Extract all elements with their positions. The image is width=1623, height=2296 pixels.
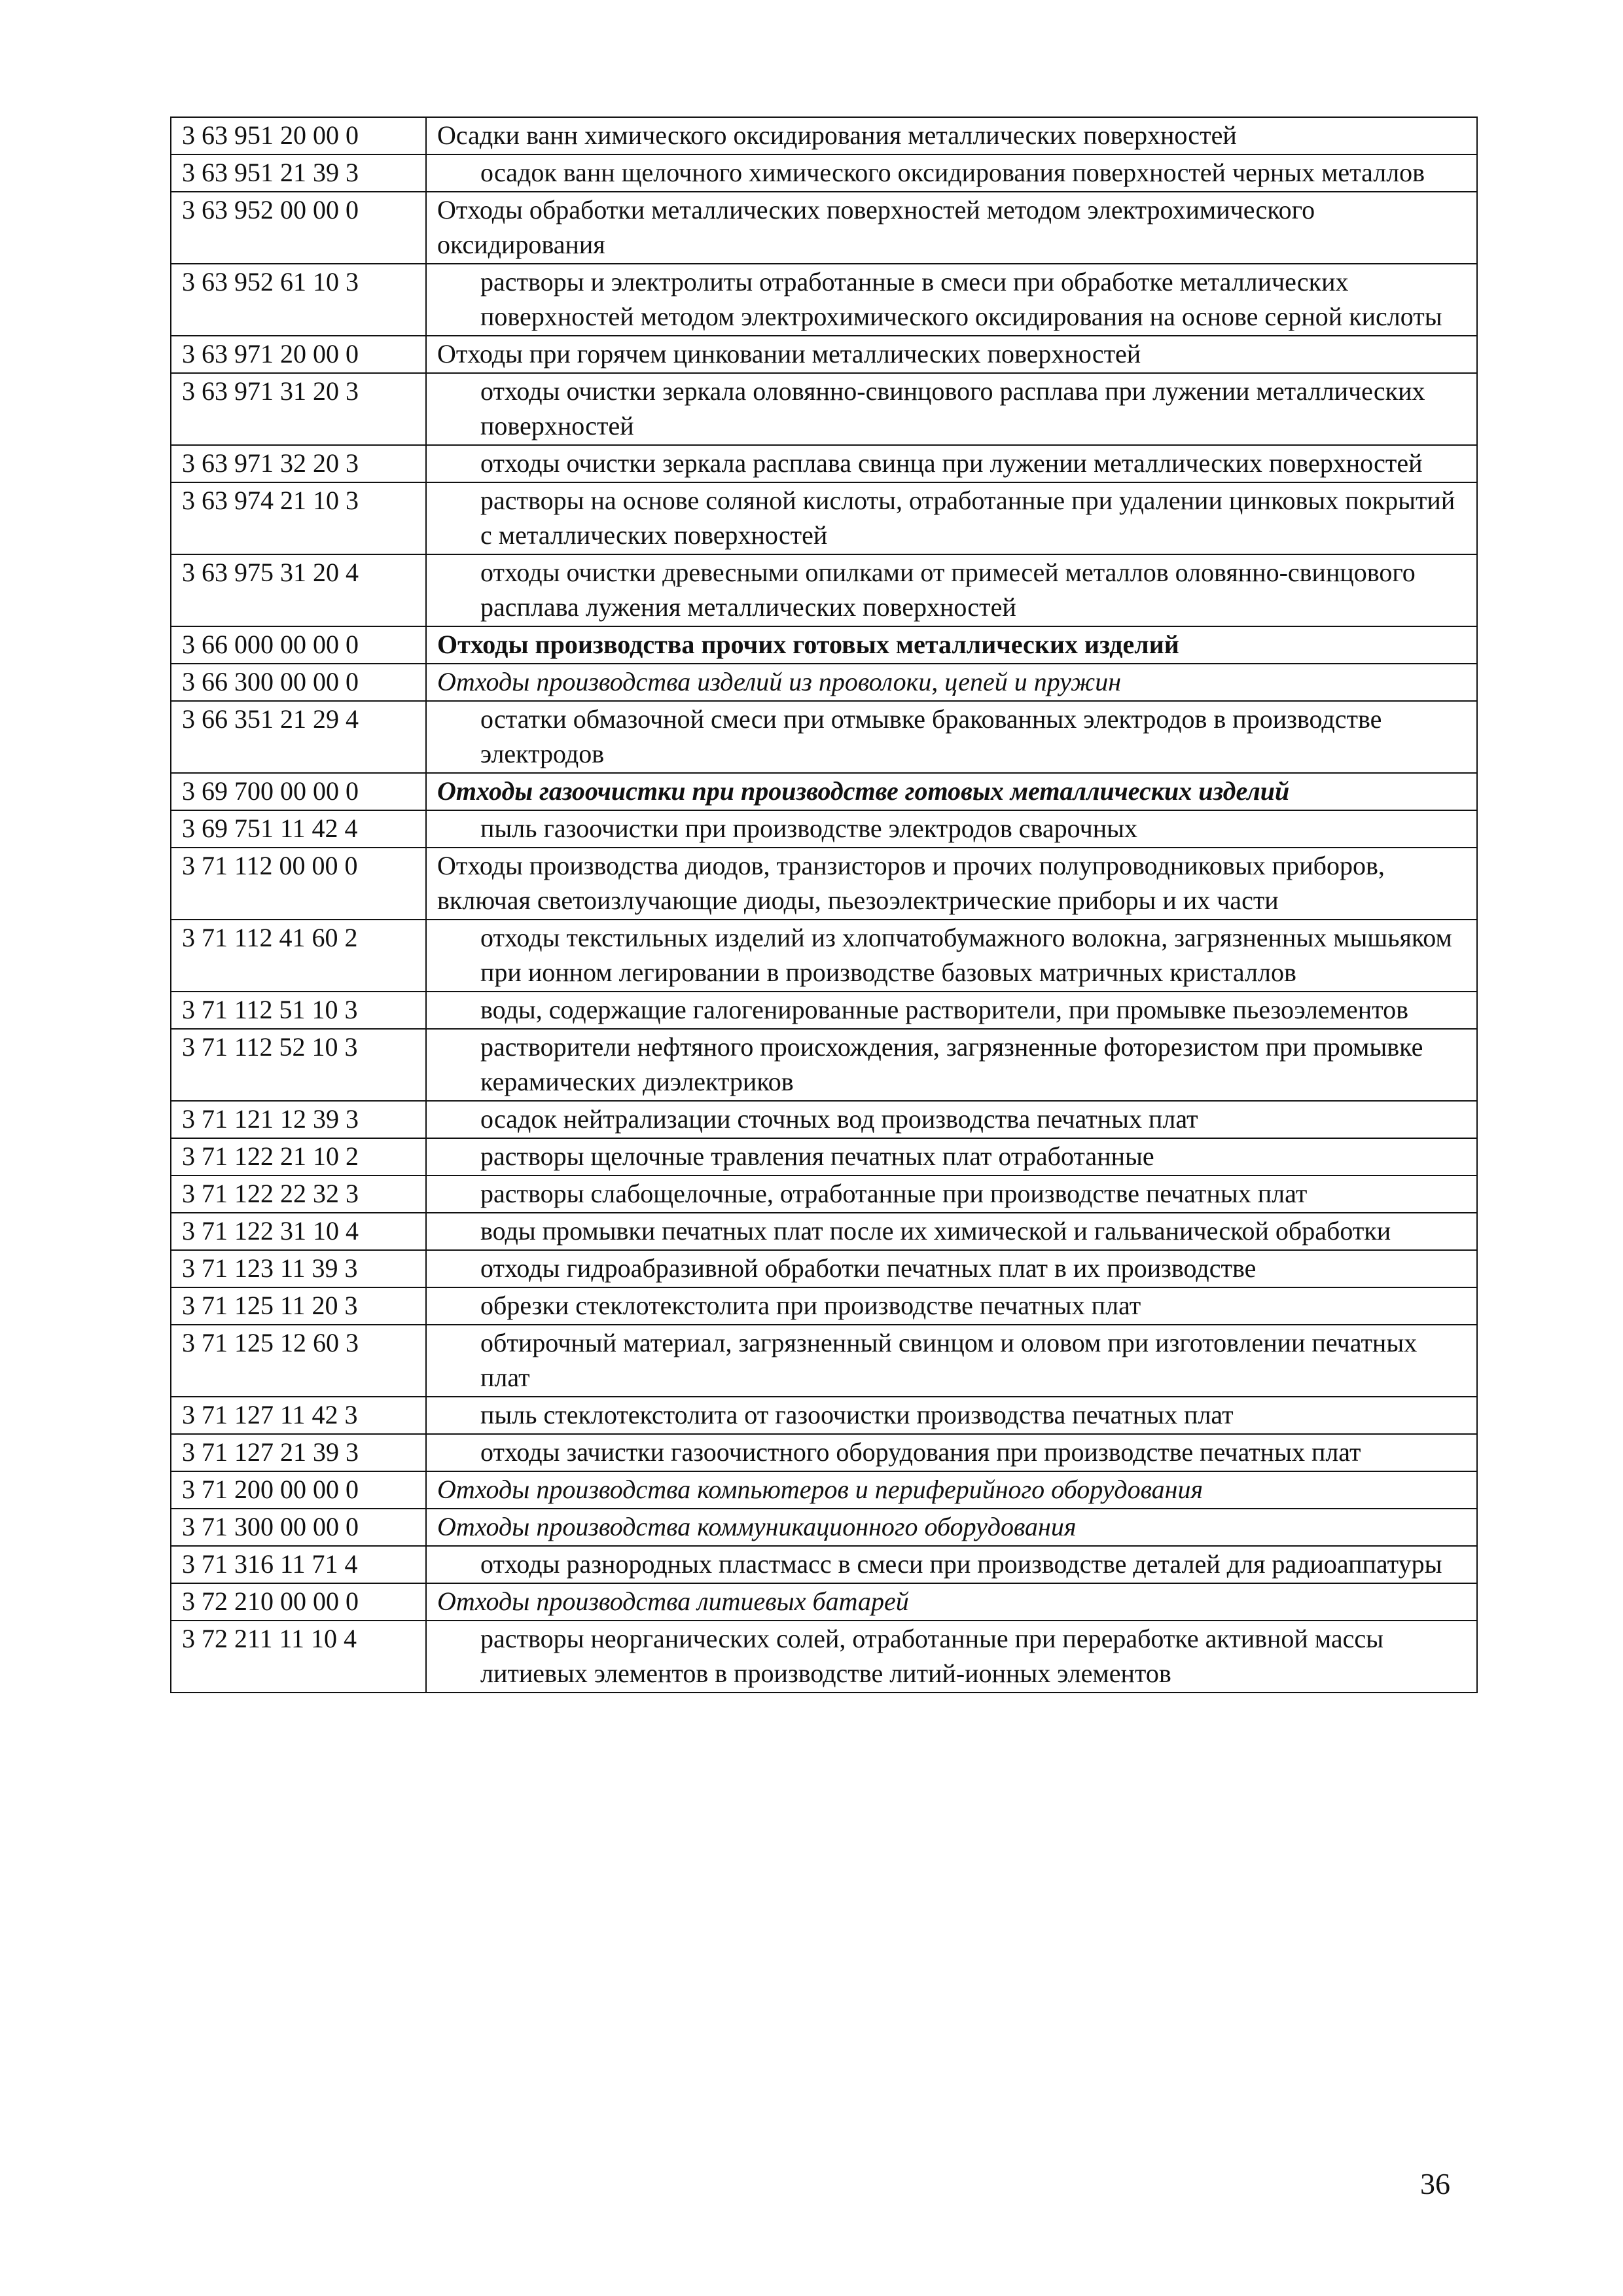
table-row: [171, 1250, 1477, 1287]
waste-code-cell: 3 63 971 20 00 0: [171, 336, 426, 373]
waste-code-cell: 3 66 351 21 29 4: [171, 701, 426, 773]
waste-code-cell: 3 63 971 31 20 3: [171, 373, 426, 445]
waste-description-cell: осадок нейтрализации сточных вод производства печатных плат: [426, 1101, 1477, 1138]
waste-description-cell: обрезки стеклотекстолита при производстве печатных плат: [426, 1287, 1477, 1325]
waste-code-cell: 3 71 127 21 39 3: [171, 1434, 426, 1471]
table-row: [171, 1213, 1477, 1250]
waste-description-cell: Осадки ванн химического оксидирования металлических поверхностей: [426, 117, 1477, 154]
waste-description-cell: растворы неорганических солей, отработанные при переработке активной массы литиевых элементов в производстве литий-ионных элементов: [426, 1621, 1477, 1693]
table-row: [171, 117, 1477, 154]
waste-code-cell: 3 63 974 21 10 3: [171, 482, 426, 554]
waste-description-cell: отходы текстильных изделий из хлопчатобумажного волокна, загрязненных мышьяком при ионном легировании в производстве базовых матричных кристаллов: [426, 920, 1477, 992]
table-row: [171, 482, 1477, 554]
waste-code-cell: 3 63 952 61 10 3: [171, 264, 426, 336]
waste-code-cell: 3 71 125 12 60 3: [171, 1325, 426, 1397]
table-row: [171, 1101, 1477, 1138]
table-row: [171, 664, 1477, 701]
waste-code-cell: 3 71 123 11 39 3: [171, 1250, 426, 1287]
waste-description-cell: растворы на основе соляной кислоты, отработанные при удалении цинковых покрытий с металлических поверхностей: [426, 482, 1477, 554]
waste-code-cell: 3 71 122 21 10 2: [171, 1138, 426, 1175]
table-row: [171, 445, 1477, 482]
table-row: [171, 1175, 1477, 1213]
waste-code-cell: 3 71 112 52 10 3: [171, 1029, 426, 1101]
waste-description-cell: Отходы газоочистки при производстве готовых металлических изделий: [426, 773, 1477, 810]
waste-description-cell: пыль газоочистки при производстве электродов сварочных: [426, 810, 1477, 848]
waste-code-cell: 3 71 121 12 39 3: [171, 1101, 426, 1138]
waste-code-cell: 3 71 200 00 00 0: [171, 1471, 426, 1509]
waste-code-cell: 3 71 127 11 42 3: [171, 1397, 426, 1434]
waste-code-cell: 3 63 951 21 39 3: [171, 154, 426, 192]
table-row: [171, 154, 1477, 192]
waste-description-cell: Отходы при горячем цинковании металлических поверхностей: [426, 336, 1477, 373]
waste-description-cell: отходы очистки зеркала расплава свинца при лужении металлических поверхностей: [426, 445, 1477, 482]
table-row: [171, 992, 1477, 1029]
waste-description-cell: отходы зачистки газоочистного оборудования при производстве печатных плат: [426, 1434, 1477, 1471]
table-row: [171, 192, 1477, 264]
table-row: [171, 848, 1477, 920]
waste-code-cell: 3 71 125 11 20 3: [171, 1287, 426, 1325]
table-row: [171, 1397, 1477, 1434]
page-number: 36: [1420, 2167, 1450, 2200]
waste-description-cell: Отходы обработки металлических поверхностей методом электрохимического оксидирования: [426, 192, 1477, 264]
waste-description-cell: растворы щелочные травления печатных плат отработанные: [426, 1138, 1477, 1175]
waste-code-cell: 3 63 971 32 20 3: [171, 445, 426, 482]
table-row: [171, 1471, 1477, 1509]
waste-description-cell: отходы гидроабразивной обработки печатных плат в их производстве: [426, 1250, 1477, 1287]
waste-code-cell: 3 66 000 00 00 0: [171, 626, 426, 664]
waste-code-cell: 3 69 751 11 42 4: [171, 810, 426, 848]
table-row: [171, 1583, 1477, 1621]
table-body: [171, 117, 1477, 1693]
waste-description-cell: Отходы производства диодов, транзисторов и прочих полупроводниковых приборов, включая светоизлучающие диоды, пьезоэлектрические приборы и их части: [426, 848, 1477, 920]
table-row: [171, 1546, 1477, 1583]
table-row: [171, 1325, 1477, 1397]
waste-description-cell: обтирочный материал, загрязненный свинцом и оловом при изготовлении печатных плат: [426, 1325, 1477, 1397]
table-row: [171, 773, 1477, 810]
waste-description-cell: отходы очистки зеркала оловянно-свинцового расплава при лужении металлических поверхностей: [426, 373, 1477, 445]
waste-code-cell: 3 71 300 00 00 0: [171, 1509, 426, 1546]
table-row: [171, 1029, 1477, 1101]
waste-description-cell: пыль стеклотекстолита от газоочистки производства печатных плат: [426, 1397, 1477, 1434]
table-row: [171, 264, 1477, 336]
waste-code-cell: 3 71 316 11 71 4: [171, 1546, 426, 1583]
waste-code-cell: 3 71 122 22 32 3: [171, 1175, 426, 1213]
waste-code-cell: 3 72 210 00 00 0: [171, 1583, 426, 1621]
waste-code-cell: 3 71 112 00 00 0: [171, 848, 426, 920]
table-row: [171, 1138, 1477, 1175]
table-row: [171, 1287, 1477, 1325]
waste-description-cell: Отходы производства прочих готовых металлических изделий: [426, 626, 1477, 664]
waste-description-cell: растворы и электролиты отработанные в смеси при обработке металлических поверхностей методом электрохимического оксидирования на основе серной кислоты: [426, 264, 1477, 336]
waste-code-cell: 3 71 112 41 60 2: [171, 920, 426, 992]
waste-description-cell: Отходы производства коммуникационного оборудования: [426, 1509, 1477, 1546]
waste-code-cell: 3 71 122 31 10 4: [171, 1213, 426, 1250]
waste-code-cell: 3 72 211 11 10 4: [171, 1621, 426, 1693]
table-row: [171, 701, 1477, 773]
waste-description-cell: растворы слабощелочные, отработанные при производстве печатных плат: [426, 1175, 1477, 1213]
table-row: [171, 336, 1477, 373]
waste-code-cell: 3 63 951 20 00 0: [171, 117, 426, 154]
table-row: [171, 554, 1477, 626]
waste-code-cell: 3 71 112 51 10 3: [171, 992, 426, 1029]
waste-description-cell: Отходы производства литиевых батарей: [426, 1583, 1477, 1621]
waste-description-cell: растворители нефтяного происхождения, загрязненные фоторезистом при промывке керамических диэлектриков: [426, 1029, 1477, 1101]
waste-code-cell: 3 63 975 31 20 4: [171, 554, 426, 626]
waste-classification-table: [170, 117, 1478, 1693]
table-row: [171, 373, 1477, 445]
waste-code-cell: 3 66 300 00 00 0: [171, 664, 426, 701]
waste-code-cell: 3 69 700 00 00 0: [171, 773, 426, 810]
waste-description-cell: Отходы производства компьютеров и периферийного оборудования: [426, 1471, 1477, 1509]
waste-description-cell: Отходы производства изделий из проволоки, цепей и пружин: [426, 664, 1477, 701]
waste-description-cell: осадок ванн щелочного химического оксидирования поверхностей черных металлов: [426, 154, 1477, 192]
table-row: [171, 1434, 1477, 1471]
waste-code-cell: 3 63 952 00 00 0: [171, 192, 426, 264]
table-row: [171, 810, 1477, 848]
waste-description-cell: воды промывки печатных плат после их химической и гальванической обработки: [426, 1213, 1477, 1250]
table-row: [171, 1621, 1477, 1693]
table-row: [171, 626, 1477, 664]
waste-description-cell: отходы очистки древесными опилками от примесей металлов оловянно-свинцового расплава лужения металлических поверхностей: [426, 554, 1477, 626]
waste-description-cell: остатки обмазочной смеси при отмывке бракованных электродов в производстве электродов: [426, 701, 1477, 773]
waste-description-cell: отходы разнородных пластмасс в смеси при производстве деталей для радиоаппатуры: [426, 1546, 1477, 1583]
waste-description-cell: воды, содержащие галогенированные растворители, при промывке пьезоэлементов: [426, 992, 1477, 1029]
table-row: [171, 1509, 1477, 1546]
table-row: [171, 920, 1477, 992]
